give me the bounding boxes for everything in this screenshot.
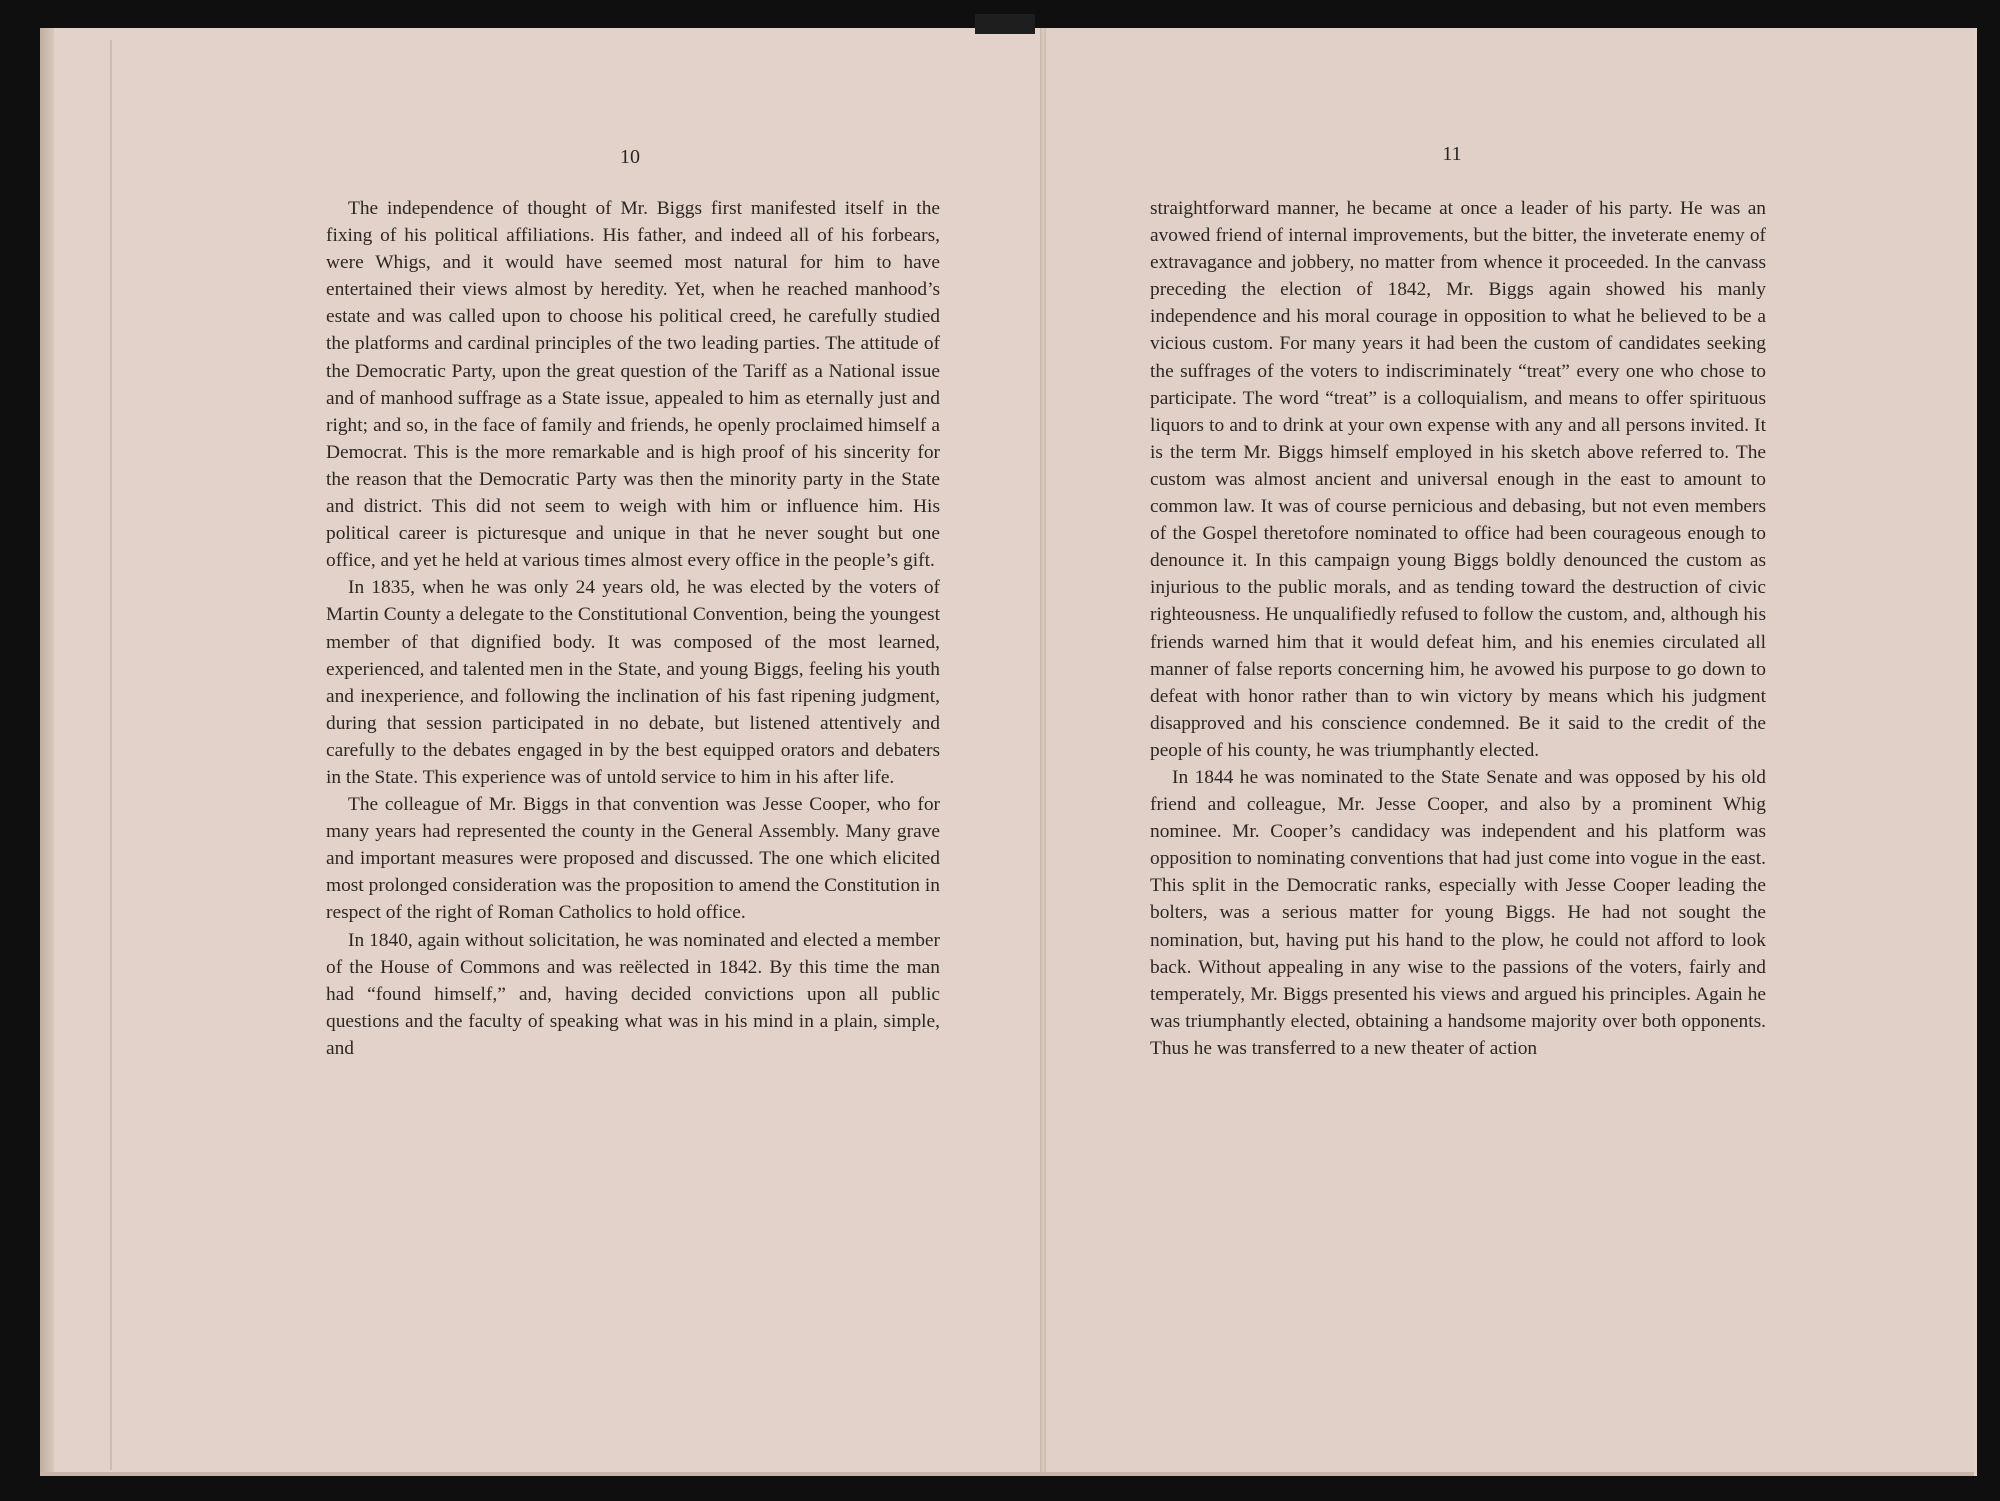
paragraph: In 1840, again without solicitation, he was nominated and elected a member of the House of Commons and was reëlected in 1842. By this time the man had “found himself,” and, having decided convictions upon all public questions and the faculty of speaking what was in his mind in a plain, simple, and: [326, 929, 940, 1059]
page-number-left: 10: [620, 146, 640, 168]
paragraph: In 1844 he was nominated to the State Senate and was opposed by his old friend and colleague, Mr. Jesse Cooper, and also by a prominent Whig nominee. Mr. Cooper’s candidacy was independent and his platform was opposition to nominating conventions that had just come into vogue in the east. This split in the Democratic ranks, especially with Jesse Cooper leading the bolters, was a serious matter for young Biggs. He had not sought the nomination, but, having put his hand to the plow, he could not afford to look back. Without appealing in any wise to the passions of the voters, fairly and temperately, Mr. Biggs presented his views and argued his principles. Again he was triumphantly elected, obtaining a handsome majority over both opponents. Thus he was transferred to a new theater of action: [1150, 766, 1766, 1059]
paragraph: In 1835, when he was only 24 years old, he was elected by the voters of Martin County a delegate to the Constitutional Convention, being the youngest member of that dignified body. It was composed of the most learned, experienced, and talented men in the State, and young Biggs, feeling his youth and inexperience, and following the inclination of his fast ripening judgment, during that session participated in no debate, but listened attentively and carefully to the debates engaged in by the best equipped orators and debaters in the State. This experience was of untold service to him in his after life.: [326, 577, 940, 788]
paragraph: The colleague of Mr. Biggs in that convention was Jesse Cooper, who for many years had represented the county in the General Assembly. Many grave and important measures were proposed and discussed. The one which elicited most prolonged consideration was the proposition to amend the Constitution in respect of the right of Roman Catholics to hold office.: [326, 794, 940, 924]
bottom-edge: [40, 1472, 1974, 1476]
right-page-text: [1150, 195, 1766, 1062]
page-edge-shadow: [110, 40, 112, 1470]
gutter: [1040, 28, 1046, 1476]
top-edge-scrap: [975, 14, 1035, 34]
paragraph: The independence of thought of Mr. Biggs first manifested itself in the fixing of his political affiliations. His father, and indeed all of his forbears, were Whigs, and it would have seemed most natural for him to have entertained their views almost by heredity. Yet, when he reached manhood’s estate and was called upon to choose his political creed, he carefully studied the platforms and cardinal principles of the two leading parties. The attitude of the Democratic Party, upon the great question of the Tariff as a National issue and of manhood suffrage as a State issue, appealed to him as eternally just and right; and so, in the face of family and friends, he openly proclaimed himself a Democrat. This is the more remarkable and is high proof of his sincerity for the reason that the Democratic Party was then the minority party in the State and district. This did not seem to weigh with him or influence him. His political career is picturesque and unique in that he never sought but one office, and yet he held at various times almost every office in the people’s gift.: [326, 198, 940, 572]
binding-edge: [40, 28, 54, 1476]
paragraph: straightforward manner, he became at once a leader of his party. He was an avowed friend of internal improvements, but the bitter, the inveterate enemy of extravagance and jobbery, no matter from whence it proceeded. In the canvass preceding the election of 1842, Mr. Biggs again showed his manly independence and his moral courage in opposition to what he believed to be a vicious custom. For many years it had been the custom of candidates seeking the suffrages of the voters to indiscriminately “treat” every one who chose to participate. The word “treat” is a colloquialism, and means to offer spirituous liquors to and to drink at your own expense with any and all persons invited. It is the term Mr. Biggs himself employed in his sketch above referred to. The custom was almost ancient and universal enough in the east to amount to common law. It was of course pernicious and debasing, but not even members of the Gospel theretofore nominated to office had been courageous enough to denounce it. In this campaign young Biggs boldly denounced the custom as injurious to the public morals, and as tending toward the destruction of civic righteousness. He unqualifiedly refused to follow the custom, and, although his friends warned him that it would defeat him, and his enemies circulated all manner of false reports concerning him, he avowed his purpose to go down to defeat with honor rather than to win victory by means which his judgment disapproved and his conscience condemned. Be it said to the credit of the people of his county, he was triumphantly elected.: [1150, 198, 1766, 761]
left-page-text: [326, 195, 940, 1062]
page-number-right: 11: [1442, 143, 1462, 165]
